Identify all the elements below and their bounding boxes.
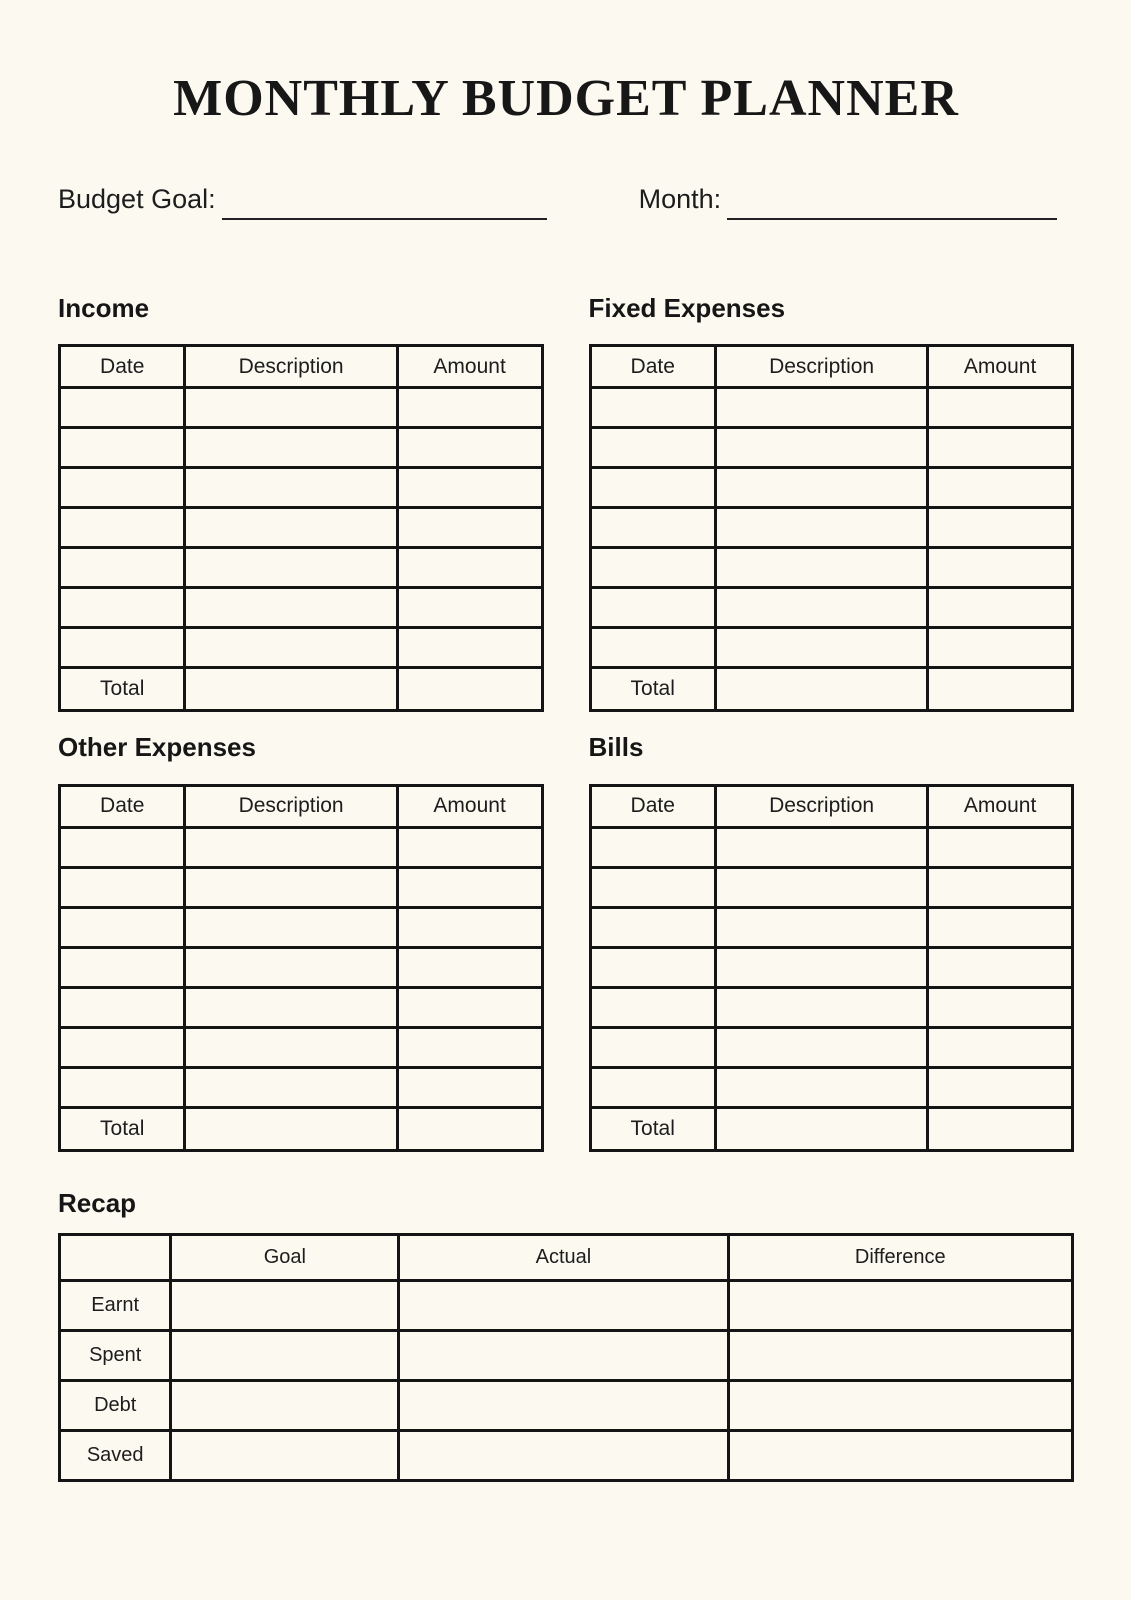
total-entry-cell[interactable]: [397, 1107, 542, 1150]
recap-entry-cell[interactable]: [728, 1430, 1072, 1480]
section-bills: [589, 732, 1075, 1151]
entry-row: [590, 987, 1073, 1027]
entry-cell[interactable]: [397, 428, 542, 468]
entry-cell[interactable]: [397, 628, 542, 668]
entry-cell[interactable]: [60, 628, 185, 668]
entry-row: [590, 468, 1073, 508]
entry-cell[interactable]: [397, 827, 542, 867]
budget-tables-grid: [58, 293, 1074, 1151]
entry-cell[interactable]: [928, 468, 1073, 508]
budget-goal-input-line[interactable]: [222, 218, 547, 220]
section-other-expenses: [58, 732, 544, 1151]
column-header-amount: Amount: [928, 346, 1073, 388]
entry-cell[interactable]: [715, 907, 927, 947]
recap-entry-cell[interactable]: [399, 1380, 728, 1430]
recap-row-earnt: [60, 1280, 1073, 1330]
total-entry-cell[interactable]: [397, 668, 542, 711]
entry-cell[interactable]: [928, 987, 1073, 1027]
total-label: Total: [60, 668, 185, 711]
entry-cell[interactable]: [185, 468, 397, 508]
other-expenses-table: [58, 784, 544, 1152]
entry-cell[interactable]: [590, 508, 715, 548]
total-entry-cell[interactable]: [715, 1107, 927, 1150]
fixed-expenses-table: [589, 344, 1075, 712]
entry-cell[interactable]: [715, 548, 927, 588]
entry-row: [60, 867, 543, 907]
entry-row: [590, 947, 1073, 987]
entry-cell[interactable]: [185, 1067, 397, 1107]
column-header-date: Date: [60, 346, 185, 388]
total-entry-cell[interactable]: [185, 668, 397, 711]
recap-col-goal: Goal: [171, 1234, 399, 1280]
recap-entry-cell[interactable]: [171, 1430, 399, 1480]
entry-cell[interactable]: [590, 588, 715, 628]
entry-cell[interactable]: [715, 508, 927, 548]
table-header-row: [590, 785, 1073, 827]
entry-row: [60, 1027, 543, 1067]
entry-cell[interactable]: [715, 827, 927, 867]
total-row: [590, 668, 1073, 711]
entry-row: [60, 468, 543, 508]
entry-cell[interactable]: [590, 628, 715, 668]
table-header-row: [60, 346, 543, 388]
recap-row-label: Debt: [60, 1380, 171, 1430]
recap-entry-cell[interactable]: [728, 1380, 1072, 1430]
entry-row: [590, 1027, 1073, 1067]
fixed-expenses-heading: Fixed Expenses: [588, 293, 786, 324]
entry-row: [590, 1067, 1073, 1107]
entry-row: [60, 548, 543, 588]
entry-cell[interactable]: [590, 907, 715, 947]
recap-heading: Recap: [58, 1187, 137, 1218]
entry-row: [60, 428, 543, 468]
entry-cell[interactable]: [928, 1067, 1073, 1107]
column-header-amount: Amount: [928, 785, 1073, 827]
entry-row: [60, 388, 543, 428]
entry-cell[interactable]: [590, 867, 715, 907]
recap-row-saved: [60, 1430, 1073, 1480]
total-row: [590, 1107, 1073, 1150]
recap-entry-cell[interactable]: [171, 1380, 399, 1430]
recap-corner-cell: [60, 1234, 171, 1280]
entry-cell[interactable]: [715, 987, 927, 1027]
entry-cell[interactable]: [185, 1027, 397, 1067]
month-label: Month:: [638, 183, 722, 214]
entry-cell[interactable]: [928, 907, 1073, 947]
section-income: [58, 293, 544, 712]
entry-cell[interactable]: [185, 628, 397, 668]
entry-cell[interactable]: [397, 508, 542, 548]
entry-cell[interactable]: [397, 588, 542, 628]
entry-row: [60, 588, 543, 628]
recap-row-label: Spent: [60, 1330, 171, 1380]
entry-cell[interactable]: [590, 827, 715, 867]
total-entry-cell[interactable]: [715, 668, 927, 711]
entry-cell[interactable]: [928, 588, 1073, 628]
income-table: [58, 344, 544, 712]
entry-cell[interactable]: [185, 388, 397, 428]
entry-cell[interactable]: [590, 468, 715, 508]
entry-cell[interactable]: [715, 468, 927, 508]
budget-goal-label: Budget Goal:: [58, 183, 216, 214]
entry-cell[interactable]: [715, 947, 927, 987]
total-entry-cell[interactable]: [928, 668, 1073, 711]
entry-row: [590, 428, 1073, 468]
entry-row: [590, 867, 1073, 907]
entry-cell[interactable]: [185, 987, 397, 1027]
entry-row: [60, 508, 543, 548]
total-label: Total: [60, 1107, 185, 1150]
total-entry-cell[interactable]: [185, 1107, 397, 1150]
entry-cell[interactable]: [715, 867, 927, 907]
column-header-date: Date: [590, 346, 715, 388]
recap-header-row: [60, 1234, 1073, 1280]
column-header-date: Date: [60, 785, 185, 827]
entry-cell[interactable]: [60, 947, 185, 987]
entry-cell[interactable]: [590, 987, 715, 1027]
column-header-description: Description: [185, 785, 397, 827]
entry-cell[interactable]: [397, 987, 542, 1027]
table-header-row: [60, 785, 543, 827]
bills-table: [589, 784, 1075, 1152]
page-title: MONTHLY BUDGET PLANNER: [173, 70, 959, 127]
entry-row: [60, 947, 543, 987]
table-header-row: [590, 346, 1073, 388]
other-expenses-heading: Other Expenses: [58, 732, 256, 763]
entry-cell[interactable]: [715, 1067, 927, 1107]
entry-cell[interactable]: [60, 508, 185, 548]
entry-row: [60, 987, 543, 1027]
entry-cell[interactable]: [928, 548, 1073, 588]
entry-cell[interactable]: [590, 1027, 715, 1067]
income-heading: Income: [58, 293, 150, 324]
entry-cell[interactable]: [60, 468, 185, 508]
entry-cell[interactable]: [590, 428, 715, 468]
entry-cell[interactable]: [185, 428, 397, 468]
recap-row-label: Saved: [60, 1430, 171, 1480]
entry-cell[interactable]: [60, 1067, 185, 1107]
entry-cell[interactable]: [928, 428, 1073, 468]
entry-row: [590, 508, 1073, 548]
entry-cell[interactable]: [397, 907, 542, 947]
entry-cell[interactable]: [185, 827, 397, 867]
entry-cell[interactable]: [60, 588, 185, 628]
recap-entry-cell[interactable]: [399, 1430, 728, 1480]
total-entry-cell[interactable]: [928, 1107, 1073, 1150]
bills-heading: Bills: [588, 732, 644, 763]
entry-cell[interactable]: [928, 947, 1073, 987]
entry-row: [60, 907, 543, 947]
entry-cell[interactable]: [60, 867, 185, 907]
header-fields: [58, 177, 1074, 215]
entry-cell[interactable]: [60, 388, 185, 428]
column-header-amount: Amount: [397, 346, 542, 388]
entry-row: [590, 548, 1073, 588]
entry-row: [60, 827, 543, 867]
entry-row: [590, 388, 1073, 428]
entry-cell[interactable]: [715, 588, 927, 628]
entry-cell[interactable]: [185, 947, 397, 987]
recap-entry-cell[interactable]: [728, 1280, 1072, 1330]
recap-col-actual: Actual: [399, 1234, 728, 1280]
entry-cell[interactable]: [185, 588, 397, 628]
entry-row: [590, 588, 1073, 628]
entry-cell[interactable]: [185, 907, 397, 947]
entry-row: [60, 1067, 543, 1107]
entry-cell[interactable]: [928, 1027, 1073, 1067]
entry-cell[interactable]: [590, 947, 715, 987]
total-label: Total: [590, 668, 715, 711]
recap-entry-cell[interactable]: [171, 1330, 399, 1380]
entry-cell[interactable]: [185, 867, 397, 907]
entry-cell[interactable]: [928, 628, 1073, 668]
section-fixed-expenses: [589, 293, 1075, 712]
recap-row-spent: [60, 1330, 1073, 1380]
recap-entry-cell[interactable]: [399, 1330, 728, 1380]
total-row: [60, 668, 543, 711]
column-header-description: Description: [715, 346, 927, 388]
budget-goal-field: [58, 183, 547, 215]
entry-cell[interactable]: [60, 1027, 185, 1067]
recap-entry-cell[interactable]: [728, 1330, 1072, 1380]
entry-cell[interactable]: [715, 628, 927, 668]
column-header-description: Description: [185, 346, 397, 388]
total-label: Total: [590, 1107, 715, 1150]
section-recap: [58, 1188, 1074, 1482]
column-header-description: Description: [715, 785, 927, 827]
entry-cell[interactable]: [397, 548, 542, 588]
entry-cell[interactable]: [397, 388, 542, 428]
recap-row-debt: [60, 1380, 1073, 1430]
recap-row-label: Earnt: [60, 1280, 171, 1330]
entry-cell[interactable]: [60, 907, 185, 947]
entry-cell[interactable]: [397, 947, 542, 987]
entry-cell[interactable]: [397, 1027, 542, 1067]
entry-cell[interactable]: [715, 428, 927, 468]
recap-table: [58, 1233, 1074, 1482]
entry-cell[interactable]: [60, 827, 185, 867]
entry-row: [60, 628, 543, 668]
column-header-amount: Amount: [397, 785, 542, 827]
entry-cell[interactable]: [60, 987, 185, 1027]
entry-cell[interactable]: [397, 1067, 542, 1107]
recap-col-difference: Difference: [728, 1234, 1072, 1280]
total-row: [60, 1107, 543, 1150]
entry-cell[interactable]: [715, 388, 927, 428]
entry-cell[interactable]: [715, 1027, 927, 1067]
entry-cell[interactable]: [185, 548, 397, 588]
entry-cell[interactable]: [928, 827, 1073, 867]
entry-cell[interactable]: [590, 548, 715, 588]
recap-entry-cell[interactable]: [399, 1280, 728, 1330]
entry-cell[interactable]: [185, 508, 397, 548]
entry-cell[interactable]: [928, 867, 1073, 907]
entry-row: [590, 907, 1073, 947]
entry-cell[interactable]: [397, 468, 542, 508]
entry-cell[interactable]: [590, 1067, 715, 1107]
entry-row: [590, 628, 1073, 668]
entry-cell[interactable]: [590, 388, 715, 428]
entry-cell[interactable]: [60, 548, 185, 588]
recap-entry-cell[interactable]: [171, 1280, 399, 1330]
entry-cell[interactable]: [397, 867, 542, 907]
entry-cell[interactable]: [60, 428, 185, 468]
column-header-date: Date: [590, 785, 715, 827]
entry-cell[interactable]: [928, 508, 1073, 548]
month-input-line[interactable]: [727, 218, 1057, 220]
month-field: [639, 183, 1058, 215]
entry-row: [590, 827, 1073, 867]
entry-cell[interactable]: [928, 388, 1073, 428]
